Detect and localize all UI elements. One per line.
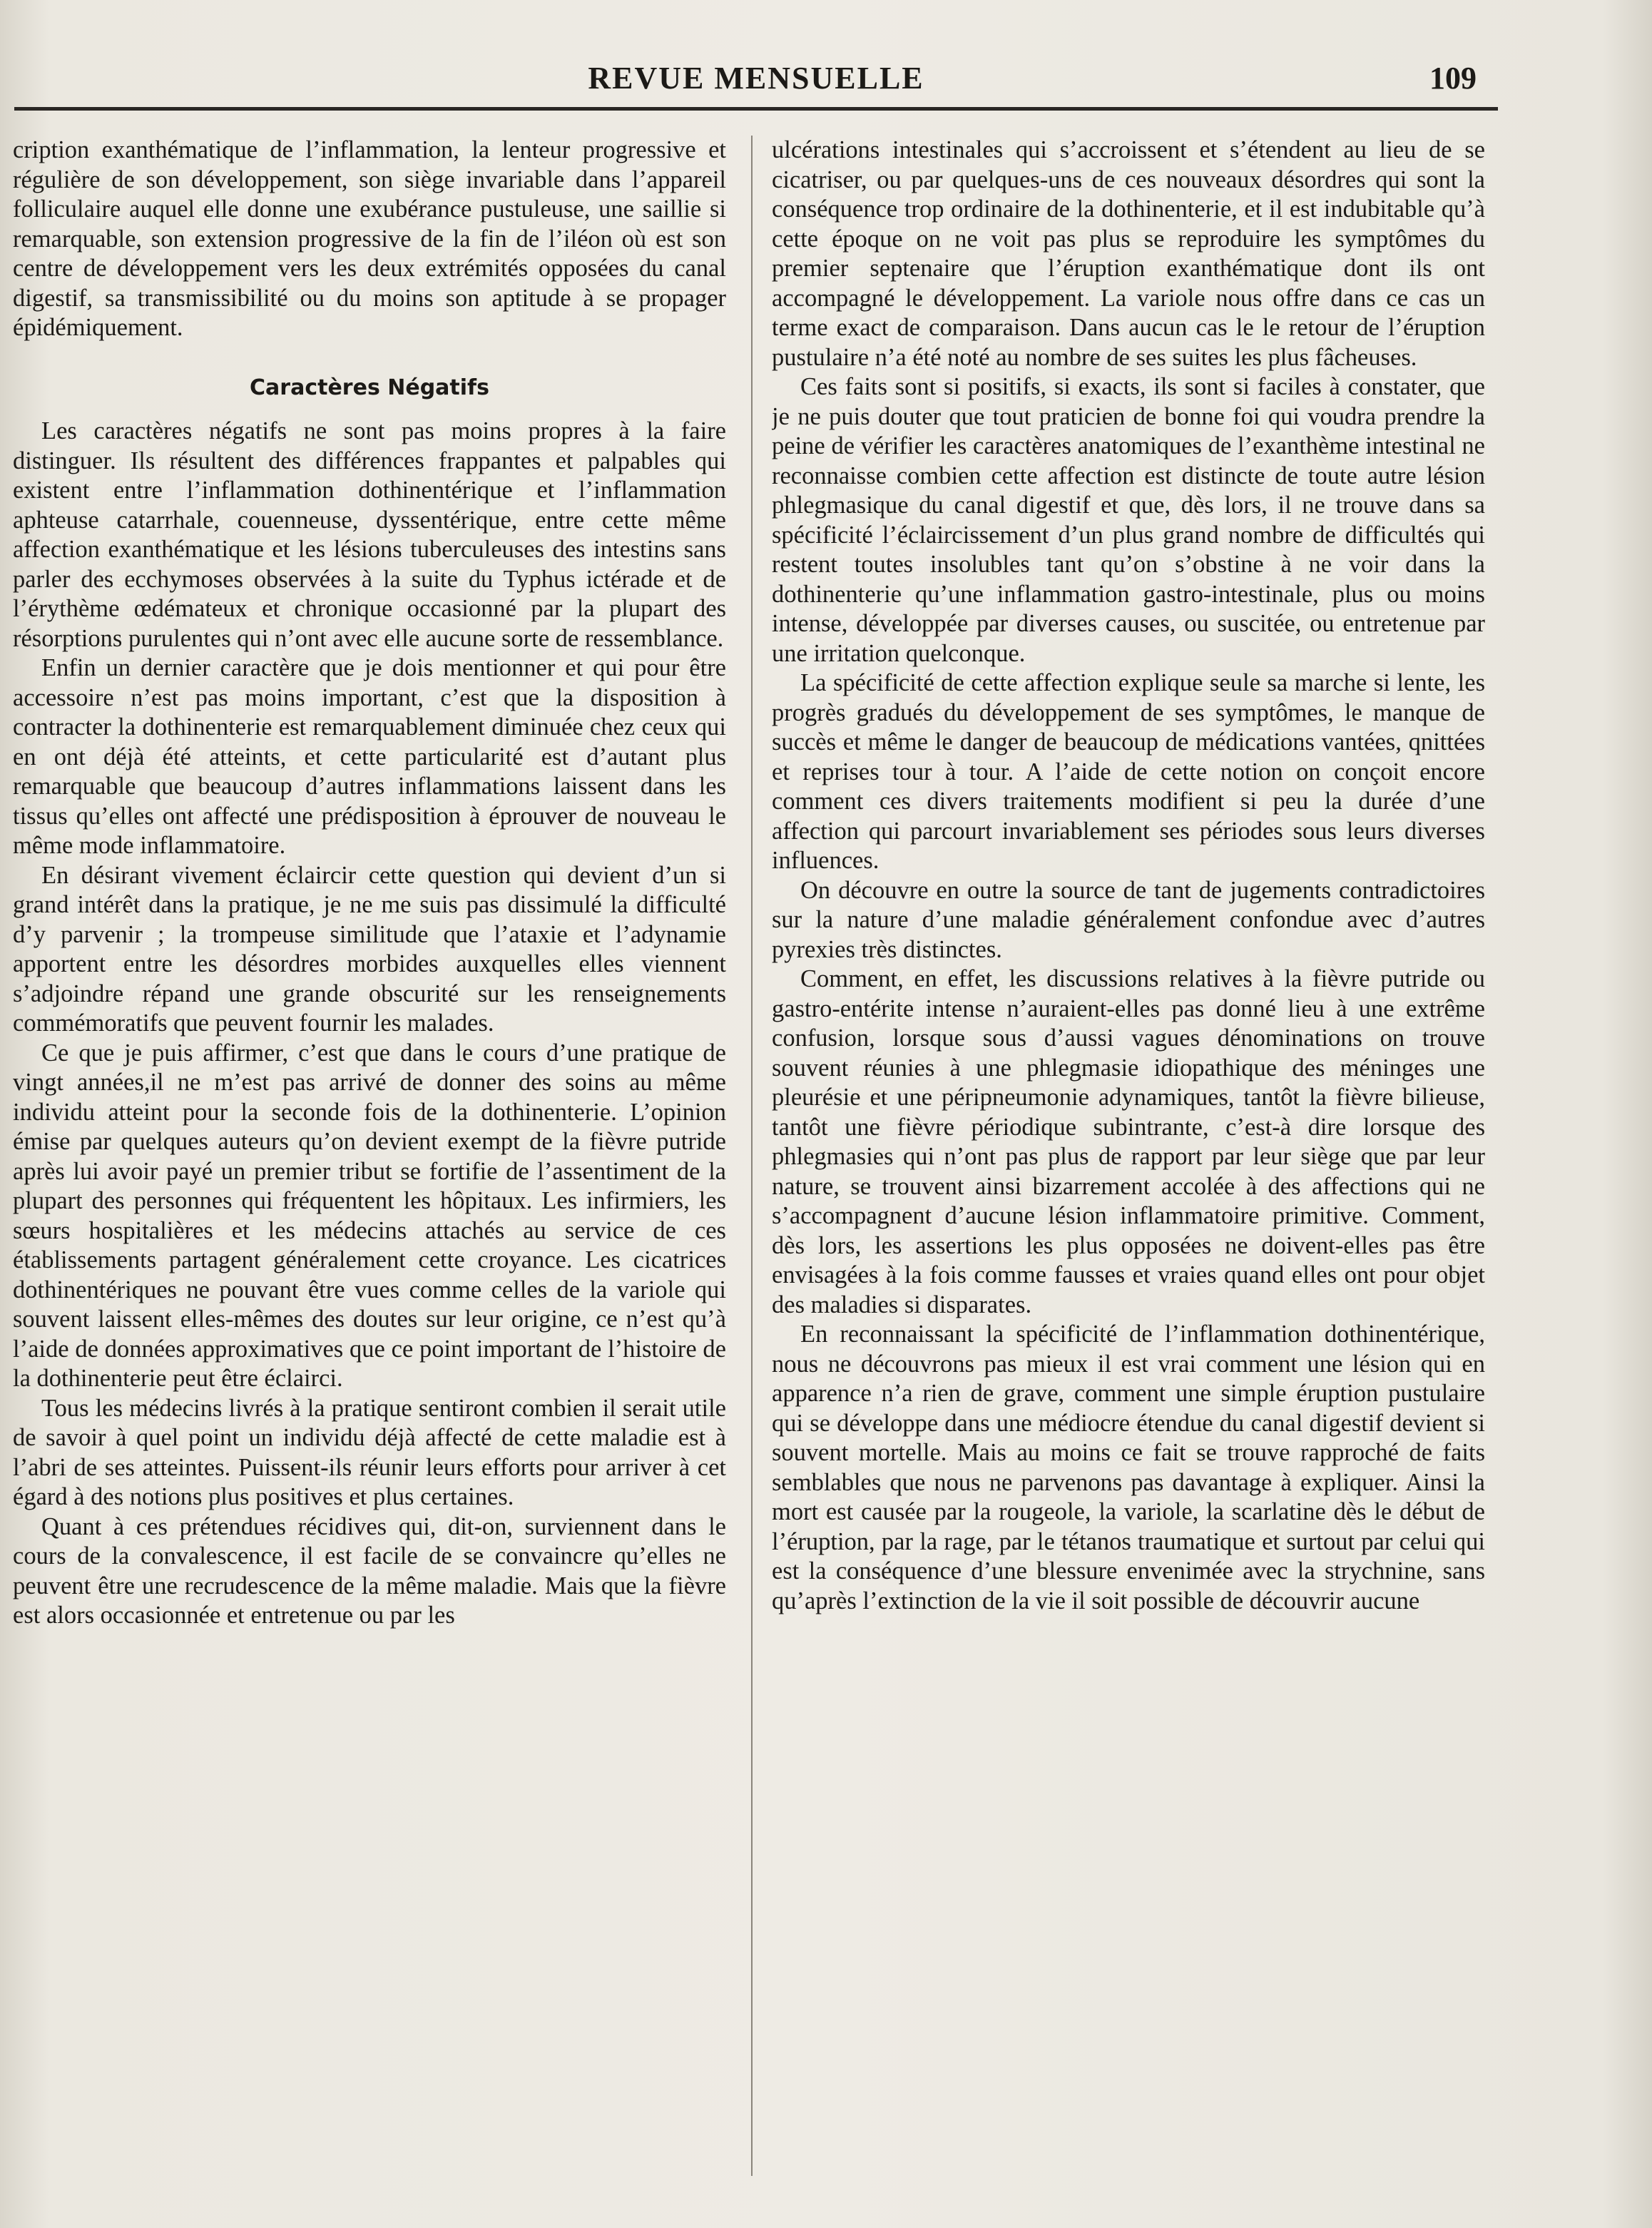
header-rule (14, 107, 1498, 111)
paragraph: Quant à ces prétendues récidives qui, dit-on, surviennent dans le cours de la convalescence, il est facile de se convaincre qu’elles ne peuvent être une recrudescence de la même maladie. Mais que la fièvre est alors occasionnée et entretenue ou par les (13, 1512, 726, 1629)
right-column (772, 136, 1485, 2176)
paragraph: cription exanthématique de l’inflammation, la lenteur progressive et régulière de son développement, son siège invariable dans l’appareil folliculaire auquel elle donne une exubérance pustuleuse, une saillie si remarquable, son extension progressive de la fin de l’iléon où est son centre de développement vers les deux extrémités opposées du canal digestif, sa transmissibilité ou du moins son aptitude à se propager épidémiquement. (13, 136, 726, 341)
page-header (14, 50, 1498, 100)
column-divider (751, 136, 753, 2176)
paragraph: La spécificité de cette affection explique seule sa marche si lente, les progrès gradués du développement de ses symptômes, le manque de succès et même le danger de beaucoup de médications vantées, qnittées et reprises tour à tour. A l’aide de cette notion on conçoit encore comment ces divers traitements modifient si peu la durée d’une affection qui parcourt invariablement ses périodes sous leurs diverses influences. (772, 669, 1485, 874)
running-title: REVUE MENSUELLE (588, 61, 924, 96)
paragraph: On découvre en outre la source de tant de jugements contradictoires sur la nature d’une maladie généralement confondue avec d’autres pyrexies très distinctes. (772, 876, 1485, 963)
paragraph: Ces faits sont si positifs, si exacts, ils sont si faciles à constater, que je ne puis douter que tout praticien de bonne foi qui voudra prendre la peine de vérifier les caractères anatomiques de l’exanthème intestinal ne reconnaisse combien cette affection est distincte de toute autre lésion phlegmasique du canal digestif et que, dès lors, il ne trouve dans sa spécificité l’éclaircissement d’un plus grand nombre de difficultés qui restent toutes insolubles tant qu’on s’obstine à ne voir dans la dothinenterie qu’une inflammation gastro-intestinale, plus ou moins intense, développée par diverses causes, ou suscitée, ou entretenue par une irritation quelconque. (772, 373, 1485, 667)
paragraph: ulcérations intestinales qui s’accroissent et s’étendent au lieu de se cicatriser, ou par quelques-uns de ces nouveaux désordres qui sont la conséquence trop ordinaire de la dothinenterie, et il est indubitable qu’à cette époque on ne voit pas plus se reproduire les symptômes du premier septenaire que l’éruption exanthématique dont ils ont accompagné le développement. La variole nous offre dans ce cas un terme exact de comparaison. Dans aucun cas le le retour de l’éruption pustulaire n’a été noté au nombre de ses suites les plus fâcheuses. (772, 136, 1485, 371)
section-heading: Caractères Négatifs (250, 375, 489, 400)
paragraph: Ce que je puis affirmer, c’est que dans le cours d’une pratique de vingt années,il ne m’est pas arrivé de donner des soins au même individu atteint pour la seconde fois de la dothinenterie. L’opinion émise par quelques auteurs qu’on devient exempt de la fièvre putride après lui avoir payé un premier tribut se fortifie de l’assentiment de la plupart des personnes qui fréquentent les hôpitaux. Les infirmiers, les sœurs hospitalières et les médecins attachés au service de ces établissements partagent généralement cette croyance. Les cicatrices dothinentériques ne pouvant être vues comme celles de la variole qui souvent laissent elles-mêmes des doutes sur leur origine, ce n’est qu’à l’aide de données approximatives que ce point important de l’histoire de la dothinenterie peut être éclairci. (13, 1039, 726, 1392)
left-column (13, 136, 726, 2176)
paragraph: Comment, en effet, les discussions relatives à la fièvre putride ou gastro-entérite intense n’auraient-elles pas donné lieu à une extrême confusion, lorsque sous d’aussi vagues dénominations on trouve souvent réunies à une phlegmasie idiopathique des méninges une pleurésie et une péripneumonie adynamiques, tantôt la fièvre bilieuse, tantôt une fièvre périodique subintrante, c’est-à dire lorsque des phlegmasies qui n’ont pas plus de rapport par leur siège que par leur nature, se trouvent ainsi bizarrement accolée à des affections qui ne s’accompagnent d’aucune lésion inflammatoire primitive. Comment, dès lors, les assertions les plus opposées ne doivent-elles pas être envisagées à la fois comme fausses et vraies quand elles ont pour objet des maladies si disparates. (772, 965, 1485, 1318)
paragraph: En reconnaissant la spécificité de l’inflammation dothinentérique, nous ne découvrons pas mieux il est vrai comment une lésion qui en apparence n’a rien de grave, comment une simple éruption pustulaire qui se développe dans une médiocre étendue du canal digestif devient si souvent mortelle. Mais au moins ce fait se trouve rapproché de faits semblables que nous ne parvenons pas davantage à expliquer. Ainsi la mort est causée par la rougeole, la variole, la scarlatine dès le début de l’éruption, par la rage, par le tétanos traumatique et surtout par celui qui est la conséquence d’une blessure envenimée avec la strychnine, sans qu’après l’extinction de la vie il soit possible de découvrir aucune (772, 1321, 1485, 1614)
paragraph: Les caractères négatifs ne sont pas moins propres à la faire distinguer. Ils résultent des différences frappantes et palpables qui existent entre l’inflammation dothinentérique et l’inflammation aphteuse catarrhale, couenneuse, dyssentérique, entre cette même affection exanthématique et les lésions tuberculeuses des intestins sans parler des ecchymoses observées à la suite du Typhus ictérade et de l’érythème œdémateux et chronique occasionné par la plupart des résorptions purulentes qui n’ont avec elle aucune sorte de ressemblance. (13, 417, 726, 652)
page-number: 109 (1429, 61, 1477, 96)
paragraph: Tous les médecins livrés à la pratique sentiront combien il serait utile de savoir à quel point un individu déjà affecté de cette maladie est à l’abri de ses atteintes. Puissent-ils réunir leurs efforts pour arriver à cet égard à des notions plus positives et plus certaines. (13, 1394, 726, 1510)
paragraph: En désirant vivement éclaircir cette question qui devient d’un si grand intérêt dans la pratique, je ne me suis pas dissimulé la difficulté d’y parvenir ; la trompeuse similitude que l’ataxie et l’adynamie apportent entre les désordres morbides auxquelles elles viennent s’adjoindre répand une grande obscurité sur les renseignements commémoratifs que peuvent fournir les malades. (13, 861, 726, 1037)
paragraph: Enfin un dernier caractère que je dois mentionner et qui pour être accessoire n’est pas moins important, c’est que la disposition à contracter la dothinenterie est remarquablement diminuée chez ceux qui en ont déjà été atteints, et cette particularité est d’autant plus remarquable que beaucoup d’autres inflammations laissent dans les tissus qu’elles ont affecté une prédisposition à éprouver de nouveau le même mode inflammatoire. (13, 654, 726, 859)
